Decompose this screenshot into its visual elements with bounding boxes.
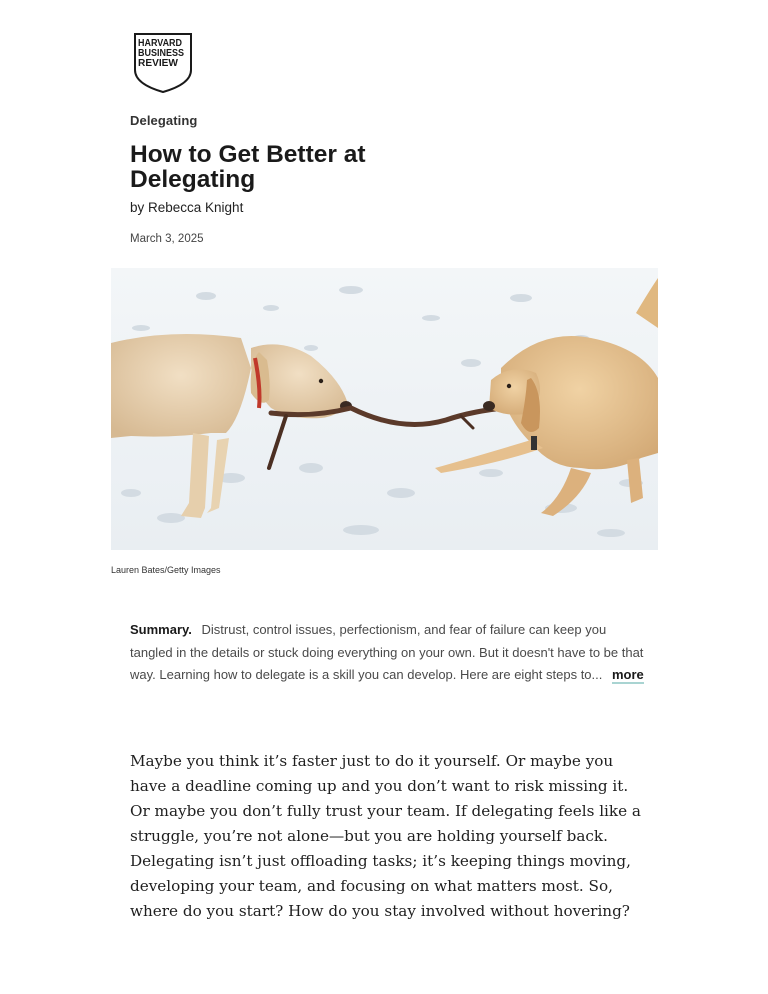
image-credit: Lauren Bates/Getty Images: [111, 565, 221, 575]
publish-date: March 3, 2025: [130, 233, 204, 245]
article-body-paragraph: Maybe you think it’s faster just to do it yourself. Or maybe you have a deadline coming up and you don’t want to risk missing it. Or maybe you don’t fully trust your team. If delegating feels like a struggle, you’re not alone—but you are holding yourself back. Delegating isn’t just offloading tasks; it’s keeping things moving, developing your team, and focusing on what matters most. So, where do you start? How do you stay involved without hovering?: [130, 752, 641, 920]
summary-label: Summary.: [130, 622, 192, 637]
byline: by Rebecca Knight: [130, 200, 244, 215]
topic-link[interactable]: Delegating: [130, 113, 198, 128]
logo-line-2: BUSINESS: [138, 48, 185, 59]
hbr-logo[interactable]: [133, 32, 193, 94]
summary-text: Distrust, control issues, perfectionism, and fear of failure can keep you tangled in the details or stuck doing everything on your own. But it doesn't have to be that way. Learning how to delegate is a skill you can develop. Here are eight steps to...: [130, 622, 644, 682]
hero-image: [111, 268, 658, 550]
logo-line-3: REVIEW: [138, 58, 179, 69]
more-link[interactable]: more: [612, 667, 644, 682]
article-title: How to Get Better at Delegating: [130, 141, 366, 193]
logo-line-1: HARVARD: [138, 38, 182, 49]
summary-block: [130, 619, 645, 687]
